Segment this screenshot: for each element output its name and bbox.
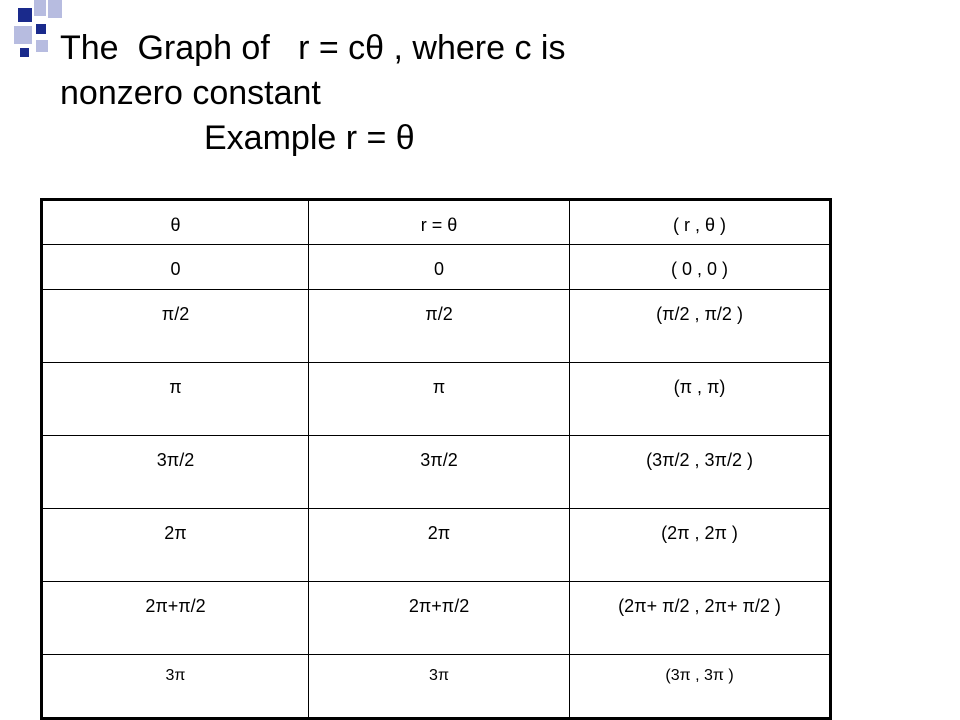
table-row [42,655,831,719]
table-cell: 3π/2 [42,436,309,509]
table-cell: 2π [309,509,570,582]
table-cell: (2π , 2π ) [570,509,831,582]
table-cell: (3π , 3π ) [570,655,831,719]
title-line: nonzero constant [60,74,321,112]
header-cell-r: r = θ [309,200,570,245]
ornament-square [48,0,62,18]
table-cell: 3π [309,655,570,719]
table-row [42,363,831,436]
table-row [42,290,831,363]
table-cell: π/2 [42,290,309,363]
table-row [42,245,831,290]
table-cell: π [309,363,570,436]
table-header-row [42,200,831,245]
table-cell: 2π+π/2 [309,582,570,655]
table-cell: (π , π) [570,363,831,436]
ornament-square [36,40,48,52]
table-row [42,582,831,655]
ornament-square [14,26,32,44]
header-cell-theta: θ [42,200,309,245]
table-cell: 3π [42,655,309,719]
table-cell: π/2 [309,290,570,363]
table-cell: 3π/2 [309,436,570,509]
table-cell: ( 0 , 0 ) [570,245,831,290]
table-cell: 2π [42,509,309,582]
table-cell: 2π+π/2 [42,582,309,655]
table-cell: π [42,363,309,436]
table-cell: 0 [309,245,570,290]
table-cell: (π/2 , π/2 ) [570,290,831,363]
ornament-square [36,24,46,34]
ornament-square [20,48,29,57]
ornament-square [34,0,46,16]
slide-title [60,26,565,161]
table-cell: (3π/2 , 3π/2 ) [570,436,831,509]
header-cell-point: ( r , θ ) [570,200,831,245]
table-row [42,509,831,582]
title-line: The Graph of r = cθ , where c is [60,29,566,67]
ornament-square [18,8,32,22]
values-table [40,198,832,720]
title-example: Example r = θ [204,119,415,157]
table-cell: (2π+ π/2 , 2π+ π/2 ) [570,582,831,655]
table-row [42,436,831,509]
table-cell: 0 [42,245,309,290]
